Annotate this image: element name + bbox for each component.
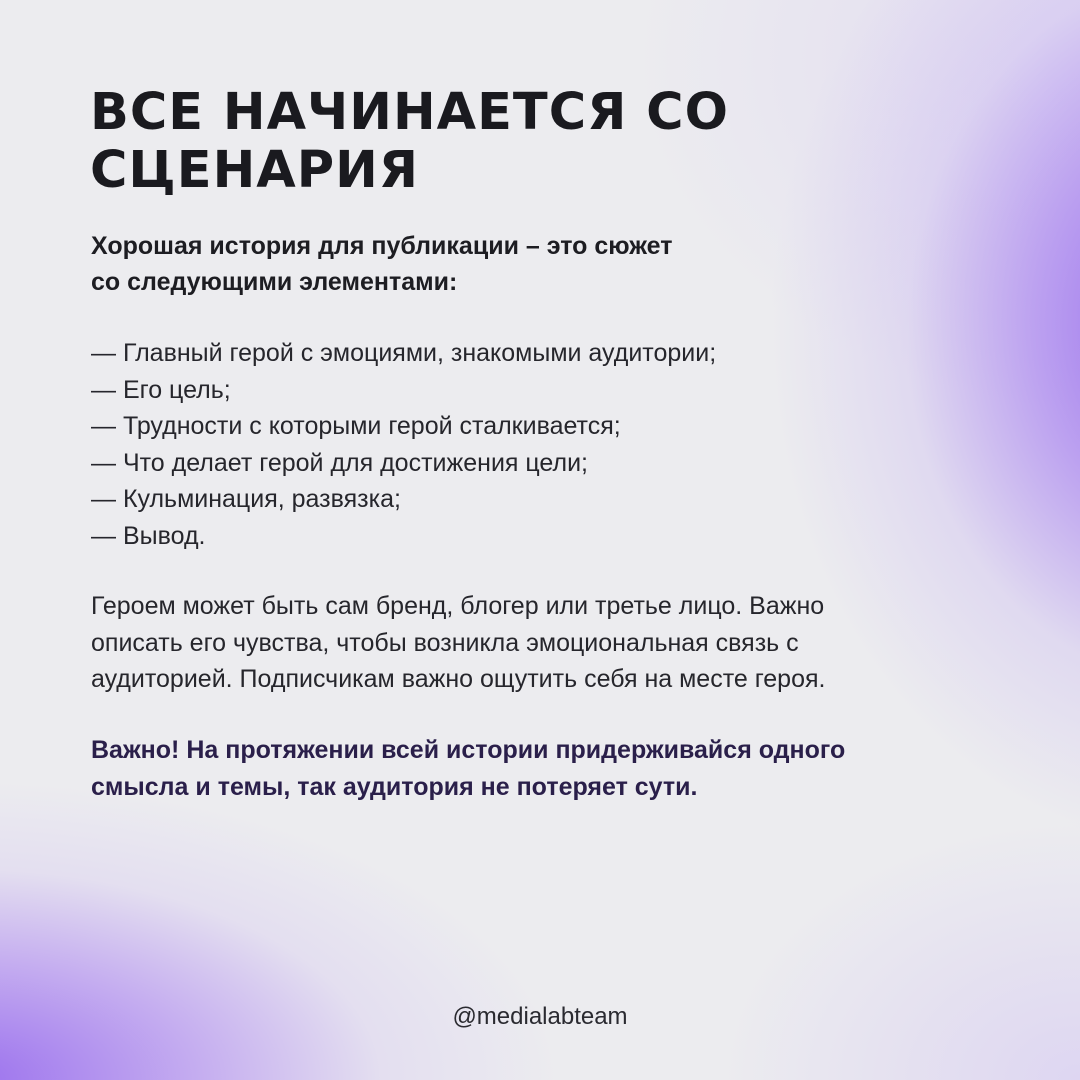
- important-note: [91, 732, 845, 805]
- story-elements-list: [91, 335, 716, 554]
- paragraph-line-2: описать его чувства, чтобы возникла эмоциональная связь с: [91, 628, 799, 657]
- list-item: — Кульминация, развязка;: [91, 485, 401, 513]
- list-item: — Его цель;: [91, 375, 231, 404]
- title-line-1: ВСЕ НАЧИНАЕТСЯ СО: [90, 83, 729, 142]
- hero-paragraph: [91, 588, 825, 698]
- page-title: [90, 84, 729, 200]
- list-item: — Вывод.: [91, 521, 206, 550]
- list-item: — Главный герой с эмоциями, знакомыми аудитории;: [91, 339, 717, 367]
- note-line-2: смысла и темы, так аудитория не потеряет сути.: [91, 772, 698, 801]
- list-item: — Трудности с которыми герой сталкивается;: [91, 412, 621, 440]
- subtitle-line-1: Хорошая история для публикации – это сюжет: [91, 232, 673, 260]
- list-item: — Что делает герой для достижения цели;: [91, 448, 588, 477]
- paragraph-line-3: аудиторией. Подписчикам важно ощутить себя на месте героя.: [91, 665, 826, 693]
- note-line-1: Важно! На протяжении всей истории придерживайся одного: [91, 736, 846, 764]
- account-handle: @medialabteam: [452, 1003, 628, 1030]
- subtitle-line-2: со следующими элементами:: [91, 268, 458, 296]
- title-line-2: СЦЕНАРИЯ: [90, 141, 420, 200]
- subtitle: [91, 228, 672, 300]
- paragraph-line-1: Героем может быть сам бренд, блогер или третье лицо. Важно: [91, 592, 825, 620]
